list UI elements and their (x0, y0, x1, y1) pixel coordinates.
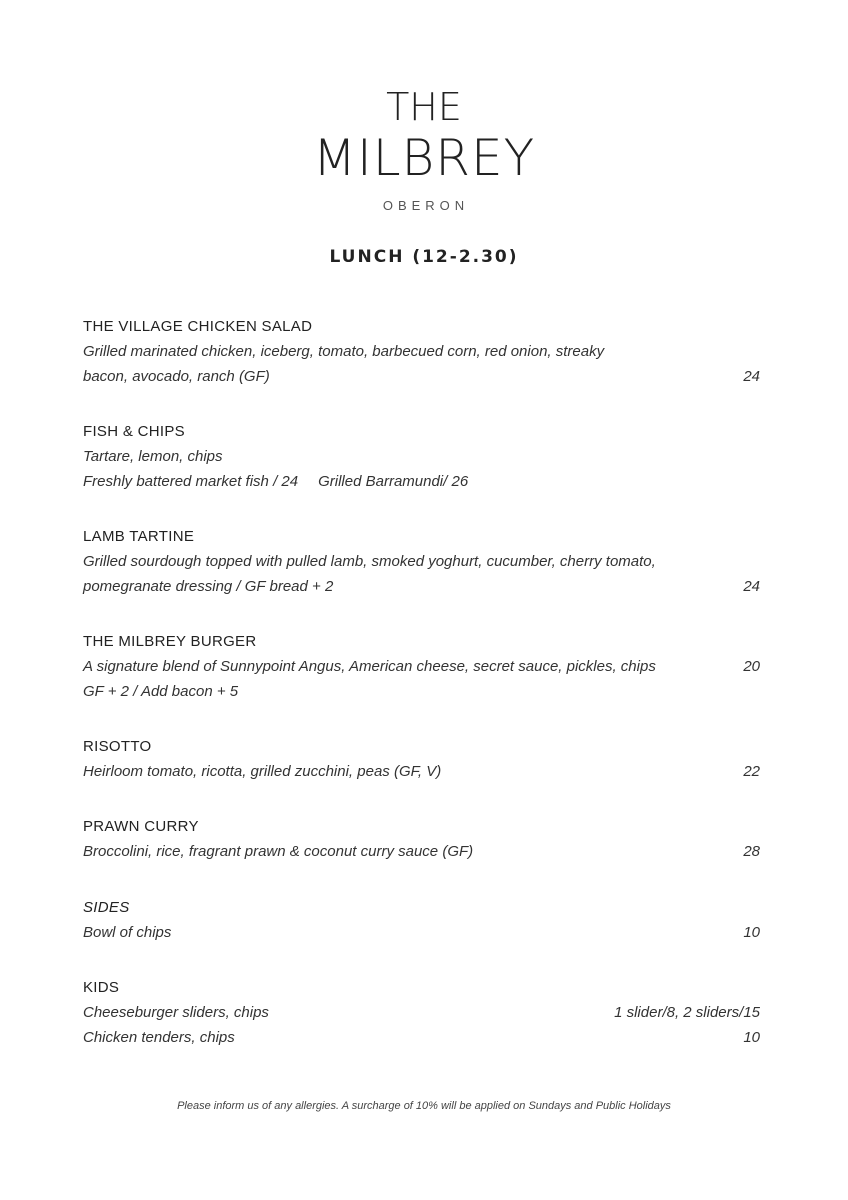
item-description: Grilled sourdough topped with pulled lamb, smoked yoghurt, cucumber, cherry tomato, (83, 553, 656, 570)
item-name: THE VILLAGE CHICKEN SALAD (83, 318, 313, 335)
item-price: 28 (743, 843, 760, 860)
item-description: Tartare, lemon, chips (83, 448, 223, 465)
item-description: pomegranate dressing / GF bread + 2 24 (83, 574, 760, 599)
item-description: A signature blend of Sunnypoint Angus, American cheese, secret sauce, pickles, chips 20 (83, 654, 760, 679)
option-barramundi: Grilled Barramundi/ 26 (318, 473, 469, 490)
item-name: LAMB TARTINE (83, 528, 195, 545)
item-description: Chicken tenders, chips 10 (83, 1025, 760, 1050)
item-price: 20 (743, 658, 760, 675)
menu-title: LUNCH (12-2.30) (329, 247, 519, 267)
menu-item-prawn-curry (83, 814, 760, 864)
option-market-fish: Freshly battered market fish / 24 (83, 473, 299, 490)
menu-item-lamb-tartine (83, 524, 760, 599)
item-name: KIDS (83, 979, 120, 996)
logo-word-the: THE (386, 85, 462, 129)
item-name: THE MILBREY BURGER (83, 633, 257, 650)
item-options (83, 469, 760, 494)
item-name: RISOTTO (83, 738, 152, 755)
item-extras: GF + 2 / Add bacon + 5 (83, 683, 239, 700)
menu-item-chicken-salad (83, 314, 760, 389)
menu-item-fish-chips (83, 419, 760, 494)
logo-location: OBERON (382, 198, 470, 213)
menu-item-kids (83, 975, 760, 1050)
logo-word-milbrey: MILBREY (312, 129, 536, 187)
item-price: 24 (743, 368, 760, 385)
item-description: Grilled marinated chicken, iceberg, tomato, barbecued corn, red onion, streaky (83, 343, 605, 360)
item-description: Broccolini, rice, fragrant prawn & coconut curry sauce (GF) 28 (83, 839, 760, 864)
item-price: 22 (743, 763, 760, 780)
menu-item-sides (83, 895, 760, 945)
footer-note: Please inform us of any allergies. A surcharge of 10% will be applied on Sundays and Public Holidays (177, 1100, 671, 1112)
item-price: 24 (743, 578, 760, 595)
item-name: FISH & CHIPS (83, 423, 185, 440)
logo-mark (294, 40, 554, 220)
item-description: Cheeseburger sliders, chips 1 slider/8, 2 sliders/15 (83, 1000, 760, 1025)
item-price: 10 (743, 924, 760, 941)
logo (0, 40, 848, 220)
item-name: SIDES (83, 899, 130, 916)
item-price: 1 slider/8, 2 sliders/15 (614, 1004, 760, 1021)
menu-item-burger (83, 629, 760, 704)
item-description: bacon, avocado, ranch (GF) 24 (83, 364, 760, 389)
item-description: Bowl of chips 10 (83, 920, 760, 945)
item-price: 10 (743, 1029, 760, 1046)
item-name: PRAWN CURRY (83, 818, 199, 835)
item-description: Heirloom tomato, ricotta, grilled zucchini, peas (GF, V) 22 (83, 759, 760, 784)
menu-item-risotto (83, 734, 760, 784)
